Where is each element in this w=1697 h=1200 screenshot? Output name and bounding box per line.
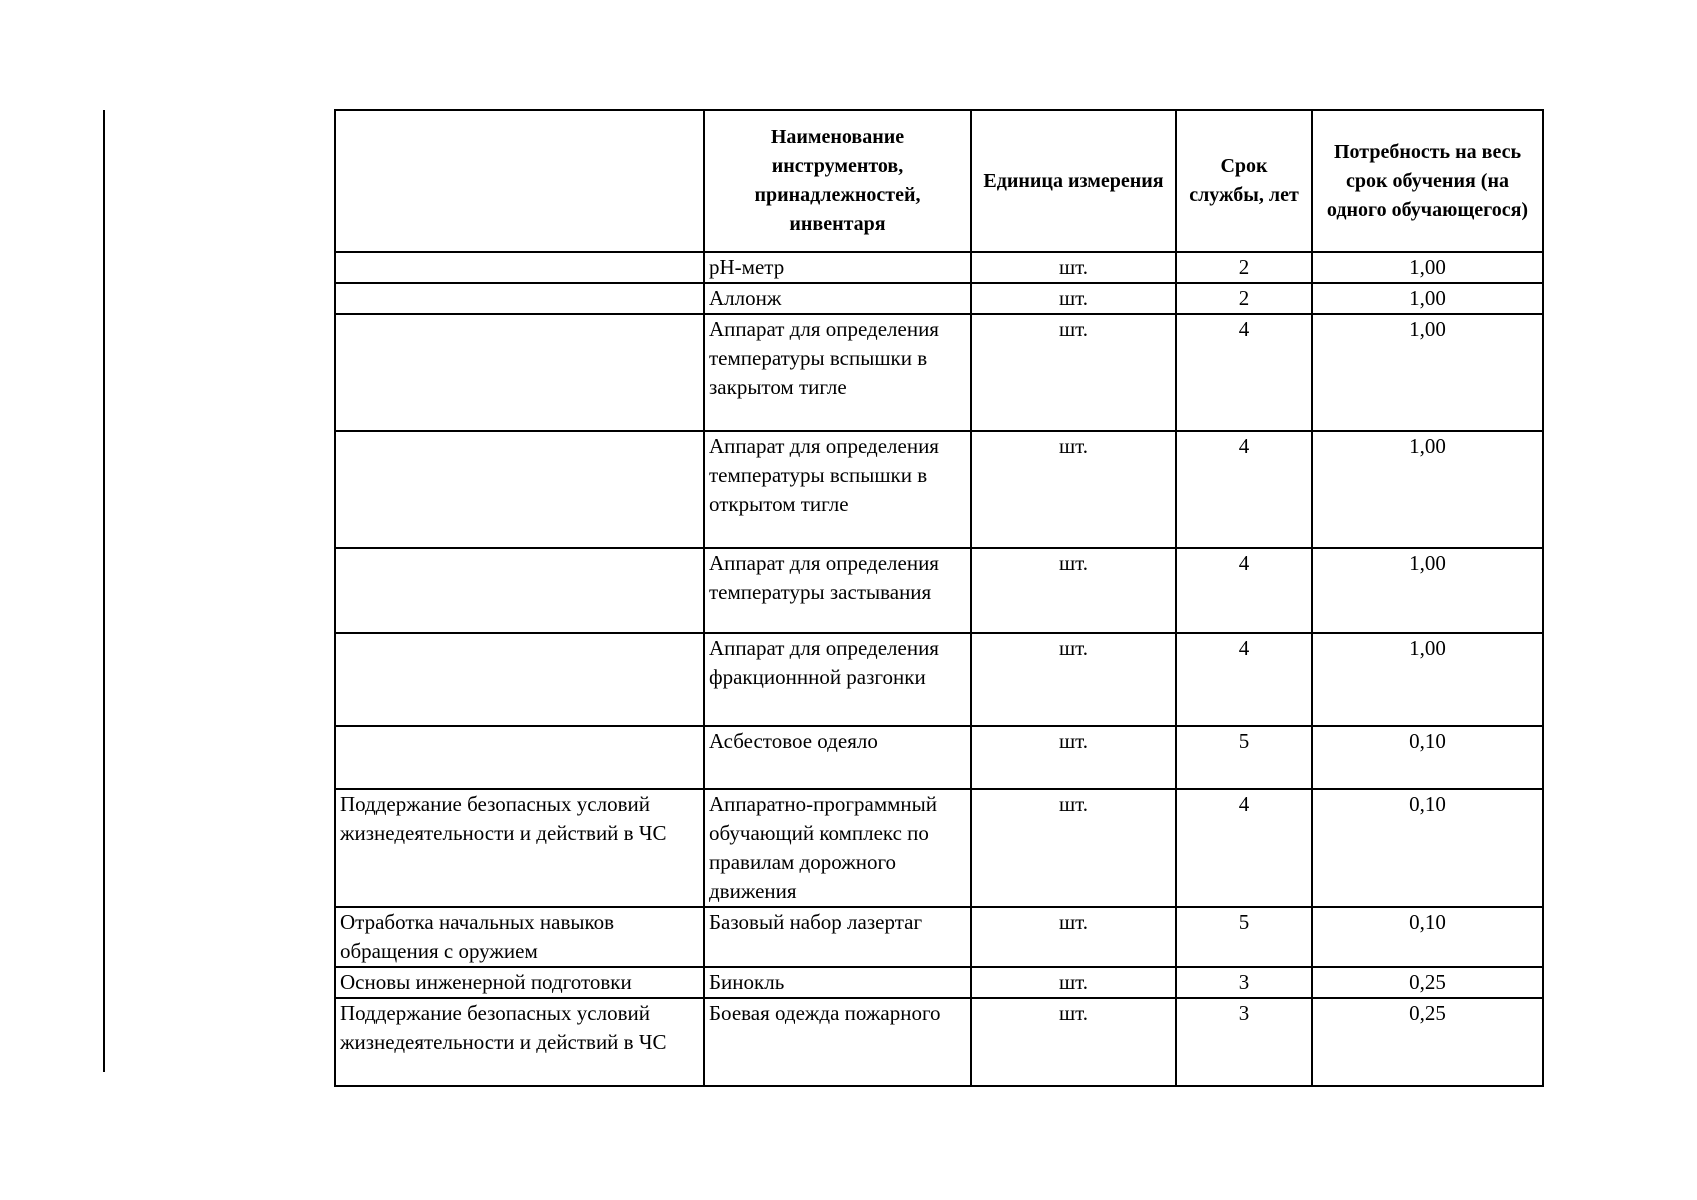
item-name-cell: Аппарат для определения температуры вспышки в открытом тигле [704, 431, 971, 548]
item-name-cell: Аппарат для определения фракционнной разгонки [704, 633, 971, 726]
discipline-cell [335, 726, 704, 789]
need-cell: 1,00 [1312, 633, 1543, 726]
need-cell: 1,00 [1312, 314, 1543, 431]
item-name-cell: Аппаратно-программный обучающий комплекс по правилам дорожного движения [704, 789, 971, 907]
service-life-cell: 4 [1176, 314, 1312, 431]
discipline-cell: Поддержание безопасных условий жизнедеятельности и действий в ЧС [335, 998, 704, 1086]
page-margin-line [103, 110, 105, 1072]
discipline-cell [335, 314, 704, 431]
service-life-cell: 4 [1176, 548, 1312, 633]
need-cell: 0,25 [1312, 998, 1543, 1086]
table-row [335, 726, 1543, 789]
item-name-cell: Аппарат для определения температуры застывания [704, 548, 971, 633]
item-name-cell: Аллонж [704, 283, 971, 314]
unit-cell: шт. [971, 998, 1176, 1086]
table-row [335, 431, 1543, 548]
need-cell: 0,10 [1312, 789, 1543, 907]
unit-cell: шт. [971, 548, 1176, 633]
item-name-cell: Базовый набор лазертаг [704, 907, 971, 967]
service-life-cell: 5 [1176, 726, 1312, 789]
unit-cell: шт. [971, 726, 1176, 789]
table-row [335, 633, 1543, 726]
table-header-row [335, 110, 1543, 252]
service-life-cell: 4 [1176, 431, 1312, 548]
table-row [335, 252, 1543, 283]
header-need: Потребность на весь срок обучения (на одного обучающегося) [1312, 110, 1543, 252]
table-row [335, 967, 1543, 998]
discipline-cell: Отработка начальных навыков обращения с оружием [335, 907, 704, 967]
table-row [335, 789, 1543, 907]
need-cell: 1,00 [1312, 431, 1543, 548]
table-row [335, 314, 1543, 431]
unit-cell: шт. [971, 789, 1176, 907]
unit-cell: шт. [971, 252, 1176, 283]
table-row [335, 998, 1543, 1086]
item-name-cell: pH-метр [704, 252, 971, 283]
discipline-cell [335, 252, 704, 283]
unit-cell: шт. [971, 314, 1176, 431]
need-cell: 0,25 [1312, 967, 1543, 998]
table-row [335, 283, 1543, 314]
unit-cell: шт. [971, 907, 1176, 967]
item-name-cell: Боевая одежда пожарного [704, 998, 971, 1086]
item-name-cell: Бинокль [704, 967, 971, 998]
table-row [335, 907, 1543, 967]
discipline-cell: Основы инженерной подготовки [335, 967, 704, 998]
unit-cell: шт. [971, 967, 1176, 998]
discipline-cell: Поддержание безопасных условий жизнедеятельности и действий в ЧС [335, 789, 704, 907]
need-cell: 0,10 [1312, 907, 1543, 967]
need-cell: 1,00 [1312, 283, 1543, 314]
service-life-cell: 3 [1176, 998, 1312, 1086]
service-life-cell: 2 [1176, 283, 1312, 314]
header-name: Наименование инструментов, принадлежностей, инвентаря [704, 110, 971, 252]
unit-cell: шт. [971, 431, 1176, 548]
discipline-cell [335, 633, 704, 726]
item-name-cell: Аппарат для определения температуры вспышки в закрытом тигле [704, 314, 971, 431]
discipline-cell [335, 431, 704, 548]
service-life-cell: 5 [1176, 907, 1312, 967]
header-discipline [335, 110, 704, 252]
service-life-cell: 4 [1176, 789, 1312, 907]
discipline-cell [335, 283, 704, 314]
unit-cell: шт. [971, 283, 1176, 314]
header-service-life: Срок службы, лет [1176, 110, 1312, 252]
header-unit: Единица измерения [971, 110, 1176, 252]
table-row [335, 548, 1543, 633]
discipline-cell [335, 548, 704, 633]
inventory-table [334, 109, 1544, 1087]
service-life-cell: 3 [1176, 967, 1312, 998]
item-name-cell: Асбестовое одеяло [704, 726, 971, 789]
need-cell: 1,00 [1312, 548, 1543, 633]
need-cell: 1,00 [1312, 252, 1543, 283]
unit-cell: шт. [971, 633, 1176, 726]
need-cell: 0,10 [1312, 726, 1543, 789]
service-life-cell: 4 [1176, 633, 1312, 726]
service-life-cell: 2 [1176, 252, 1312, 283]
